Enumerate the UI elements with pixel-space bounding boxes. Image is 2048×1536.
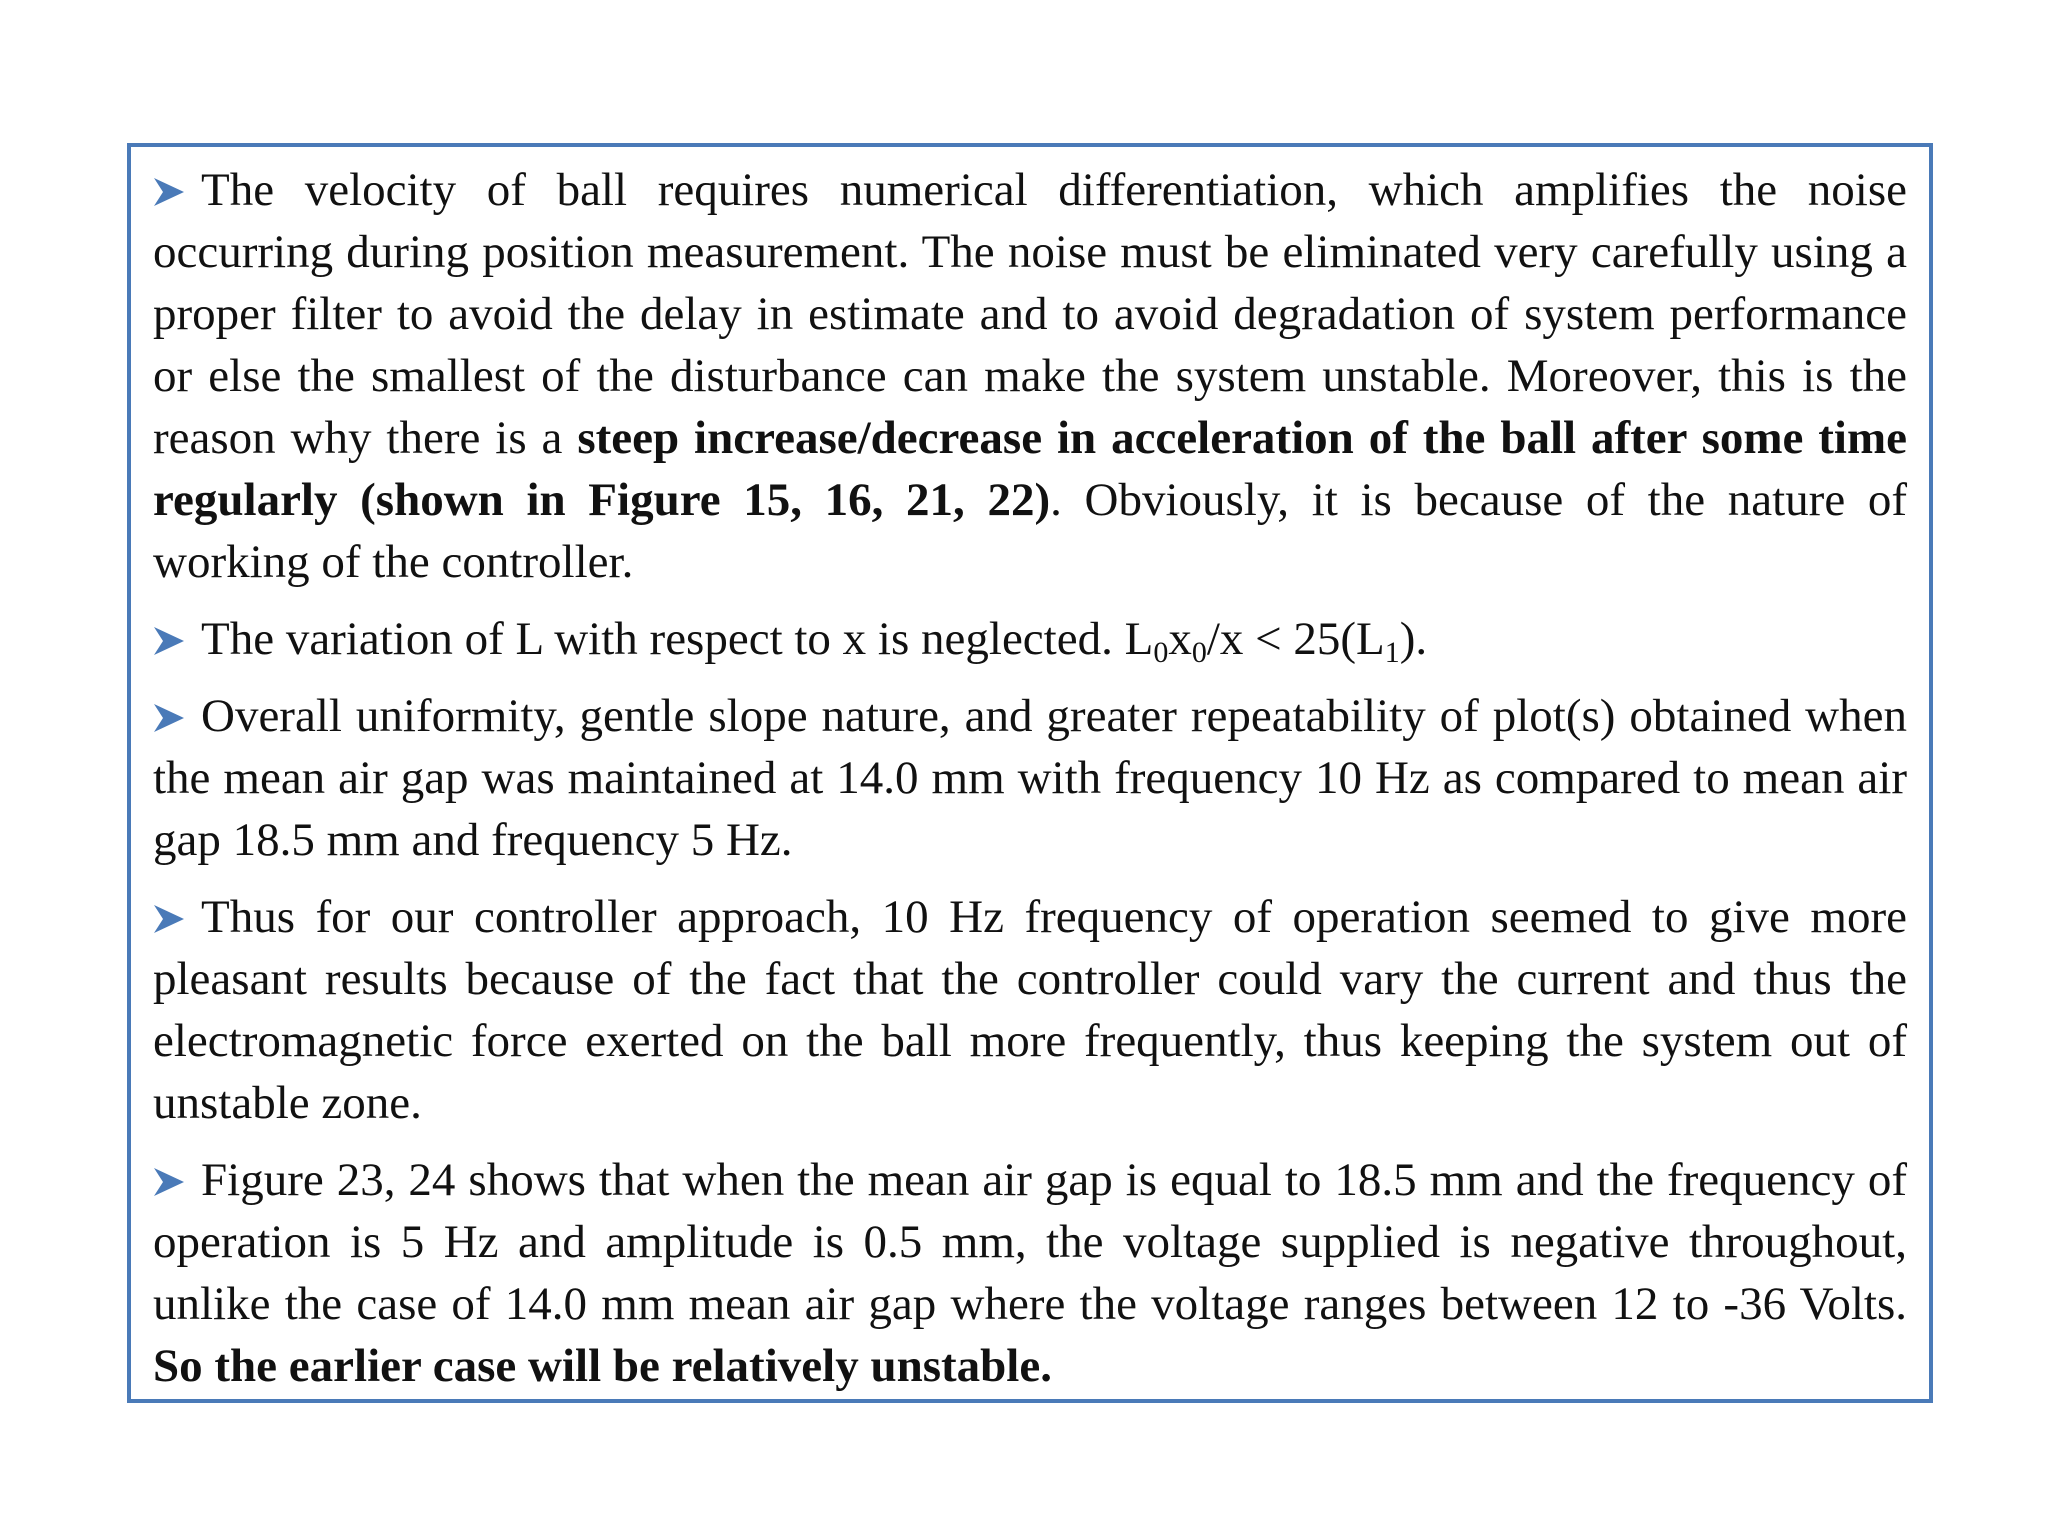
bullet-2-text-end: ). (1399, 613, 1428, 665)
bullet-paragraph-5 (153, 1149, 1907, 1397)
bullet-4-text: Thus for our controller approach, 10 Hz frequency of operation seemed to give more pleasant results because of the fact that the controller could vary the current and thus the electromagnetic force exerted on the ball more frequently, thus keeping the system out of unstable zone. (153, 891, 1907, 1129)
bullet-1-text-end: . Obviously, it is because of the nature of working of the controller. (153, 474, 1907, 588)
arrowhead-bullet-icon (153, 626, 185, 656)
bullet-paragraph-4 (153, 886, 1907, 1134)
bullet-paragraph-2 (153, 608, 1907, 670)
content-box (127, 143, 1933, 1403)
subscript-l0: 0 (1153, 636, 1169, 669)
arrowhead-bullet-icon (153, 177, 185, 207)
bullet-1-text: The velocity of ball requires numerical differentiation, which amplifies the noise occurring during position measurement. The noise must be eliminated very carefully using a proper filter to avoid the delay in estimate and to avoid degradation of system performance or else the smallest of the disturbance can make the system unstable. Moreover, this is the reason why there is a (153, 164, 1907, 464)
bullet-2-text: The variation of L with respect to x is neglected. L (201, 613, 1154, 665)
bullet-paragraph-3 (153, 685, 1907, 871)
arrowhead-bullet-icon (153, 904, 185, 934)
arrowhead-bullet-icon (153, 703, 185, 733)
arrowhead-bullet-icon (153, 1167, 185, 1197)
subscript-x0: 0 (1191, 636, 1207, 669)
bullet-2-text-x: x (1168, 613, 1192, 665)
bullet-5-text: Figure 23, 24 shows that when the mean air gap is equal to 18.5 mm and the frequency of operation is 5 Hz and amplitude is 0.5 mm, the voltage supplied is negative throughout, unlike the case of 14.0 mm mean air gap where the voltage ranges between 12 to -36 Volts. (153, 1154, 1907, 1330)
bullet-3-text: Overall uniformity, gentle slope nature, and greater repeatability of plot(s) obtained when the mean air gap was maintained at 14.0 mm with frequency 10 Hz as compared to mean air gap 18.5 mm and frequency 5 Hz. (153, 690, 1907, 866)
subscript-l1: 1 (1384, 636, 1400, 669)
bullet-5-bold-text: So the earlier case will be relatively unstable. (153, 1340, 1052, 1392)
bullet-1-bold-text: steep increase/decrease in acceleration of the ball after some time regularly (shown in Figure 15, 16, 21, 22) (153, 412, 1908, 526)
bullet-paragraph-1 (153, 159, 1907, 593)
bullet-2-text-inequality: /x < 25(L (1206, 613, 1385, 665)
